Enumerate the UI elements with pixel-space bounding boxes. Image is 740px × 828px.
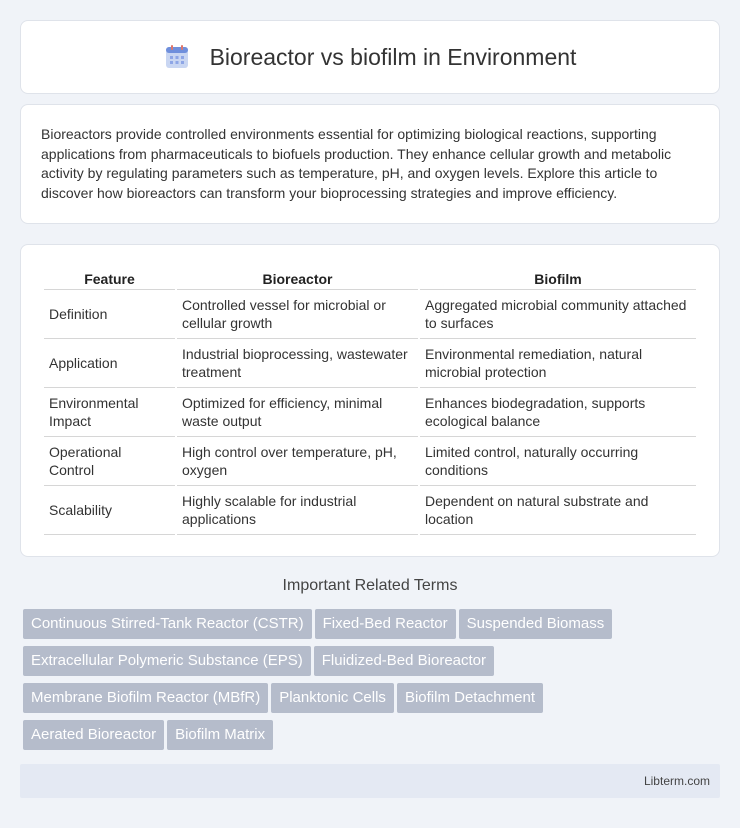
title-card	[20, 20, 720, 94]
related-terms-title: Important Related Terms	[282, 577, 458, 594]
cell-biofilm: Limited control, naturally occurring conditions	[420, 437, 696, 486]
related-terms-list	[23, 609, 723, 757]
cell-feature: Application	[44, 339, 175, 388]
related-term-tag[interactable]: Suspended Biomass	[459, 609, 613, 639]
related-term-tag[interactable]: Planktonic Cells	[271, 683, 394, 713]
cell-feature: Definition	[44, 290, 175, 339]
header-feature: Feature	[44, 265, 175, 290]
cell-biofilm: Dependent on natural substrate and location	[420, 486, 696, 535]
cell-feature: Scalability	[44, 486, 175, 535]
related-term-tag[interactable]: Continuous Stirred-Tank Reactor (CSTR)	[23, 609, 312, 639]
page-title: Bioreactor vs biofilm in Environment	[209, 43, 577, 70]
related-term-tag[interactable]: Biofilm Matrix	[167, 720, 273, 750]
table-row	[44, 486, 696, 535]
table-header-row	[44, 265, 696, 290]
related-term-tag[interactable]: Extracellular Polymeric Substance (EPS)	[23, 646, 311, 676]
footer-site-link[interactable]: Libterm.com	[643, 774, 710, 788]
related-term-tag[interactable]: Fluidized-Bed Bioreactor	[314, 646, 494, 676]
table-row	[44, 388, 696, 437]
cell-bioreactor: Optimized for efficiency, minimal waste output	[177, 388, 418, 437]
related-term-tag[interactable]: Biofilm Detachment	[397, 683, 543, 713]
cell-biofilm: Enhances biodegradation, supports ecological balance	[420, 388, 696, 437]
related-term-tag[interactable]: Membrane Biofilm Reactor (MBfR)	[23, 683, 268, 713]
footer	[20, 764, 720, 798]
cell-biofilm: Aggregated microbial community attached to surfaces	[420, 290, 696, 339]
cell-feature: Operational Control	[44, 437, 175, 486]
calendar-icon	[164, 44, 190, 70]
related-term-tag[interactable]: Fixed-Bed Reactor	[315, 609, 456, 639]
comparison-card	[20, 244, 720, 557]
header-biofilm: Biofilm	[420, 265, 696, 290]
related-term-tag[interactable]: Aerated Bioreactor	[23, 720, 164, 750]
intro-card	[20, 104, 720, 224]
intro-text: Bioreactors provide controlled environments essential for optimizing biological reactions, supporting applications from pharmaceuticals to biofuels production. They enhance cellular growth and metabolic activity by regulating parameters such as temperature, pH, and oxygen levels. Explore this article to discover how bioreactors can transform your bioprocessing strategies and improve efficiency.	[41, 126, 672, 201]
cell-biofilm: Environmental remediation, natural microbial protection	[420, 339, 696, 388]
comparison-table	[42, 265, 698, 535]
cell-bioreactor: Industrial bioprocessing, wastewater treatment	[177, 339, 418, 388]
table-row	[44, 339, 696, 388]
cell-bioreactor: Highly scalable for industrial applications	[177, 486, 418, 535]
table-row	[44, 437, 696, 486]
header-bioreactor: Bioreactor	[177, 265, 418, 290]
cell-bioreactor: High control over temperature, pH, oxygen	[177, 437, 418, 486]
cell-bioreactor: Controlled vessel for microbial or cellular growth	[177, 290, 418, 339]
table-row	[44, 290, 696, 339]
cell-feature: Environmental Impact	[44, 388, 175, 437]
